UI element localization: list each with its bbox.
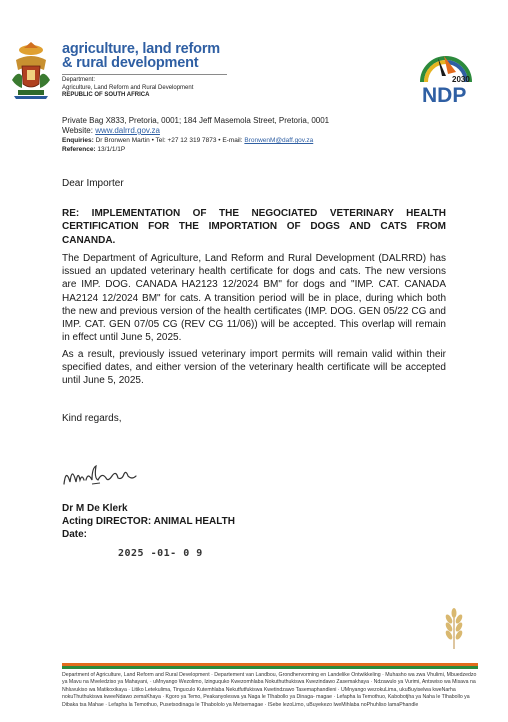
body-paragraph-1: The Department of Agriculture, Land Reform and Rural Development (DALRRD) has issued an updated veterinary health certificate for dogs and cats. The new versions are IMP. DOG. CANADA HA2123 12/2024 BM" for dogs and "IMP. CAT. CANADA HA2124 12/2024 BM" for cats. A transition period will be in place, during which both the new and previous version of the health certificates (IMP. DOG. GEN 05/22 CG and IMP. CAT. GEN 07/05 CG (REV CG 11/06)) will be accepted. This overlap will remain in effect until June 5, 2025.: [62, 253, 446, 344]
website-link[interactable]: www.dalrrd.gov.za: [95, 126, 160, 135]
department-label: Department:: [62, 77, 96, 83]
footer-multilingual-names: Department of Agriculture, Land Reform and Rural Development · Departement van Landbou, Grondhervorming en Landelike Ontwikkeling · Muhasho wa zwa Vhulimi, Mbuedzedzo ya Mavu na Mveledziso ya Mahayani, · uMnyango Wezolimo, Izinguquko Kwezomhlaba Nokuthuthukiswa Kwezindawo Zasemakhaya · Ndzawulo ya Vurimi, Antswiso wa Misava na Nhluvukiso wa Matikoxikaya · Litiko Letekulima, Tinguculo Kutemhlaba Nekutfutfukiswa Kwetindzawo Tasemaphandleni · UMnyango wezokuLima, ukuBuyiselwa kweNarha nokuThuthukiswa kweeNdawo zemaKhaya · Kgoro ya Temo, Peakanyoleswa ya Naga le Tlhabollo ya Dinaga- magae · Lefapha la Temothuo, Kabobotjha ya Naha le Tlhabollo ya Dibaka tsa Mahae · Lefapha la Temothuo, Pusetsodinaga le Tlhabololo ya Metsemagae · ISebe lezoLimo, uBuyekezo lweMihlaba noPhuhliso lamaPhandle: [62, 672, 477, 708]
reference-label: Reference:: [62, 146, 98, 153]
footer-bar-green: [62, 666, 478, 669]
department-full-name: Agriculture, Land Reform and Rural Development: [62, 84, 194, 91]
ndp-acronym: NDP: [422, 84, 467, 107]
wheat-icon: [434, 605, 474, 650]
address-block: [62, 116, 329, 154]
country-name: REPUBLIC OF SOUTH AFRICA: [62, 92, 150, 98]
subject-heading: RE: IMPLEMENTATION OF THE NEGOCIATED VETERINARY HEALTH CERTIFICATION FOR THE IMPORTATION OF DOGS AND CATS FROM CANANDA.: [62, 208, 446, 246]
department-wordmark-line1: agriculture, land reform: [62, 41, 220, 57]
signer-name: Dr M De Klerk: [62, 503, 128, 514]
reference-number: 13/1/1/1P: [97, 146, 126, 153]
enquiries-label: Enquiries:: [62, 137, 96, 144]
department-label-block: [62, 77, 193, 100]
closing: Kind regards,: [62, 413, 122, 424]
date-label: Date:: [62, 529, 88, 540]
website-label: Website:: [62, 126, 96, 135]
ndp-2030-logo-icon: [416, 52, 476, 107]
header-divider: [62, 74, 227, 75]
enquiries-contact: Dr Bronwen Martin • Tel: +27 12 319 7873 • E-mail:: [95, 137, 245, 144]
signature-block: [62, 502, 235, 541]
signer-title: Acting DIRECTOR: ANIMAL HEALTH: [62, 516, 235, 527]
coat-of-arms-icon: [6, 40, 56, 100]
reference-line: [62, 145, 329, 154]
website-line: [62, 126, 329, 136]
ndp-year: 2030: [452, 75, 470, 84]
date-stamp: 2025 -01- 0 9: [118, 548, 203, 559]
enquiries-line: [62, 136, 329, 145]
handwritten-signature: [62, 460, 152, 490]
department-wordmark-line2: & rural development: [62, 55, 199, 71]
salutation: Dear Importer: [62, 178, 124, 189]
footer-color-bar: [62, 663, 478, 669]
postal-address: Private Bag X833, Pretoria, 0001; 184 Jeff Masemola Street, Pretoria, 0001: [62, 116, 330, 125]
email-link[interactable]: BronwenM@daff.gov.za: [244, 137, 314, 144]
body-paragraph-2: As a result, previously issued veterinary import permits will remain valid within their specified dates, and either version of the veterinary health certificate will be accepted until June 5, 2025.: [62, 349, 446, 387]
department-wordmark: [62, 42, 220, 70]
